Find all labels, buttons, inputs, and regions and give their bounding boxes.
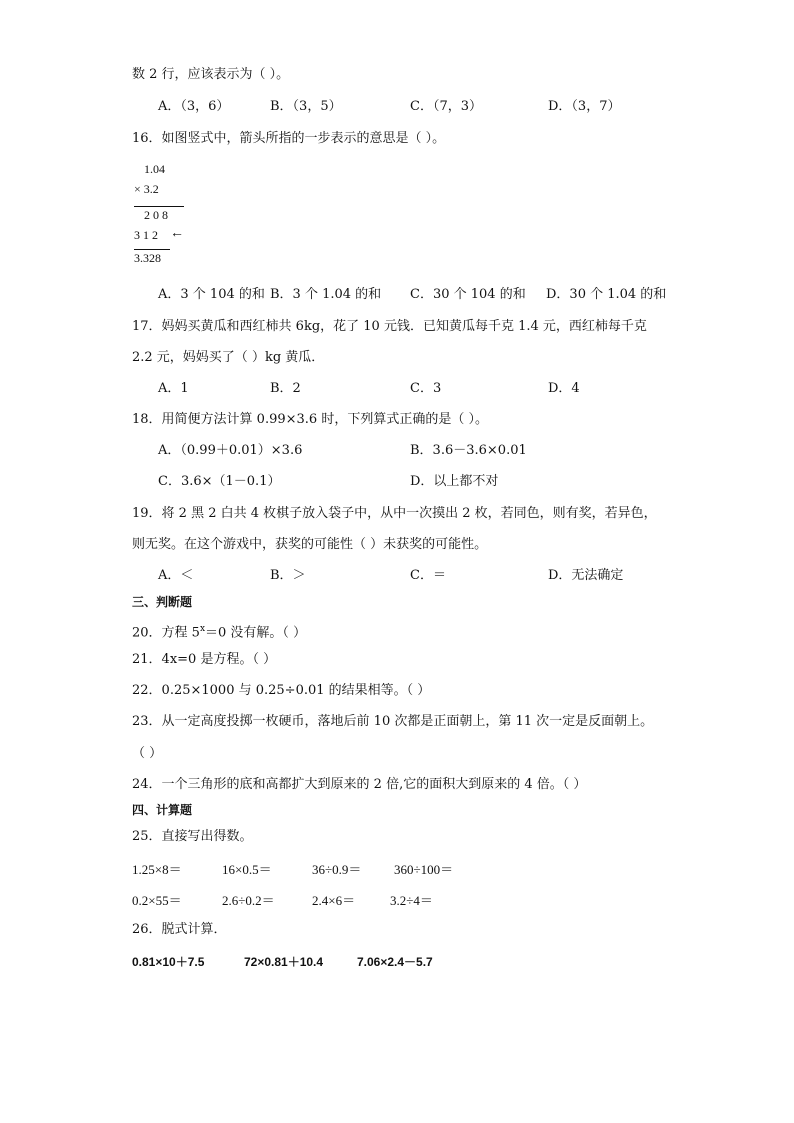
q19-option-c: C．＝ bbox=[410, 568, 446, 583]
q18-stem: 18．用简便方法计算 0.99×3.6 时，下列算式正确的是（ ）。 bbox=[132, 412, 488, 427]
q17-option-b: B．2 bbox=[270, 381, 301, 396]
q15-option-a: A．（3，6） bbox=[158, 99, 230, 114]
q24: 24．一个三角形的底和高都扩大到原来的 2 倍,它的面积大到原来的 4 倍。（ ） bbox=[132, 777, 587, 792]
q25-item: 360÷100＝ bbox=[394, 862, 454, 877]
q17-stem-line2: 2.2 元，妈妈买了（ ）kg 黄瓜． bbox=[132, 350, 325, 365]
q18-option-a: A．（0.99＋0.01）×3.6 bbox=[158, 443, 303, 458]
q15-option-c: C．（7，3） bbox=[410, 99, 482, 114]
vertical-rule-2 bbox=[134, 249, 170, 250]
q20-superscript: x bbox=[199, 624, 206, 634]
q25-item: 36÷0.9＝ bbox=[312, 862, 362, 877]
q21: 21．4x=0 是方程。（ ） bbox=[132, 652, 277, 667]
q26-item: 72×0.81＋10.4 bbox=[244, 955, 324, 969]
q26-item: 7.06×2.4－5.7 bbox=[357, 955, 433, 969]
q19-stem-line1: 19．将 2 黑 2 白共 4 枚棋子放入袋子中，从中一次摸出 2 枚，若同色，则有奖，若异色， bbox=[132, 506, 657, 521]
q26-item: 0.81×10＋7.5 bbox=[132, 955, 205, 969]
vertical-top-number: 1.04 bbox=[144, 162, 165, 176]
q16-option-d: D．30 个 1.04 的和 bbox=[546, 287, 667, 302]
q25-item: 2.6÷0.2＝ bbox=[222, 893, 275, 908]
q17-option-d: D．4 bbox=[548, 381, 580, 396]
q25-item: 16×0.5＝ bbox=[222, 862, 272, 877]
q18-option-c: C．3.6×（1－0.1） bbox=[158, 474, 281, 489]
q17-stem-line1: 17．妈妈买黄瓜和西红柿共 6kg，花了 10 元钱．已知黄瓜每千克 1.4 元，西红柿每千克 bbox=[132, 319, 647, 334]
q25-item: 0.2×55＝ bbox=[132, 893, 182, 908]
vertical-multiplier: × 3.2 bbox=[134, 182, 159, 196]
vertical-partial-2: 3 1 2 bbox=[134, 228, 158, 242]
q18-option-b: B．3.6－3.6×0.01 bbox=[410, 443, 527, 458]
q18-option-d: D．以上都不对 bbox=[410, 474, 499, 489]
q20-part-a: 20．方程 5 bbox=[132, 625, 200, 641]
q16-option-b: B．3 个 1.04 的和 bbox=[270, 287, 382, 302]
q25-item: 3.2÷4＝ bbox=[390, 893, 433, 908]
q20-part-b: ＝0 没有解。（ ） bbox=[205, 625, 307, 641]
q22: 22．0.25×1000 与 0.25÷0.01 的结果相等。（ ） bbox=[132, 683, 431, 698]
q17-option-a: A．1 bbox=[158, 381, 189, 396]
arrow-left-icon: ← bbox=[170, 226, 184, 241]
vertical-result: 3.328 bbox=[134, 251, 161, 265]
q16-option-c: C．30 个 104 的和 bbox=[410, 287, 526, 302]
q25-stem: 25．直接写出得数。 bbox=[132, 829, 253, 844]
q17-option-c: C．3 bbox=[410, 381, 442, 396]
vertical-multiplication bbox=[132, 160, 212, 270]
q19-option-d: D．无法确定 bbox=[548, 568, 624, 583]
q25-item: 1.25×8＝ bbox=[132, 862, 182, 877]
q19-option-b: B．＞ bbox=[270, 568, 306, 583]
section-heading-judgement: 三、判断题 bbox=[132, 595, 193, 609]
q20 bbox=[132, 620, 306, 642]
q19-stem-line2: 则无奖。在这个游戏中，获奖的可能性（ ）未获奖的可能性。 bbox=[132, 537, 488, 552]
q15-stem-tail: 数 2 行，应该表示为（ ）。 bbox=[132, 67, 290, 82]
vertical-rule-1 bbox=[134, 206, 184, 207]
q15-option-b: B．（3，5） bbox=[270, 99, 342, 114]
vertical-partial-1: 2 0 8 bbox=[144, 208, 168, 222]
q23-line2: （ ） bbox=[132, 746, 163, 761]
q26-stem: 26．脱式计算． bbox=[132, 922, 227, 937]
q19-option-a: A．＜ bbox=[158, 568, 194, 583]
section-heading-calculation: 四、计算题 bbox=[132, 803, 193, 817]
q16-stem: 16．如图竖式中，箭头所指的一步表示的意思是（ ）。 bbox=[132, 131, 446, 146]
q25-item: 2.4×6＝ bbox=[312, 893, 356, 908]
q23-line1: 23．从一定高度投掷一枚硬币，落地后前 10 次都是正面朝上，第 11 次一定是反面朝上。 bbox=[132, 714, 654, 729]
q16-option-a: A．3 个 104 的和 bbox=[158, 287, 265, 302]
q15-option-d: D．（3，7） bbox=[548, 99, 621, 114]
